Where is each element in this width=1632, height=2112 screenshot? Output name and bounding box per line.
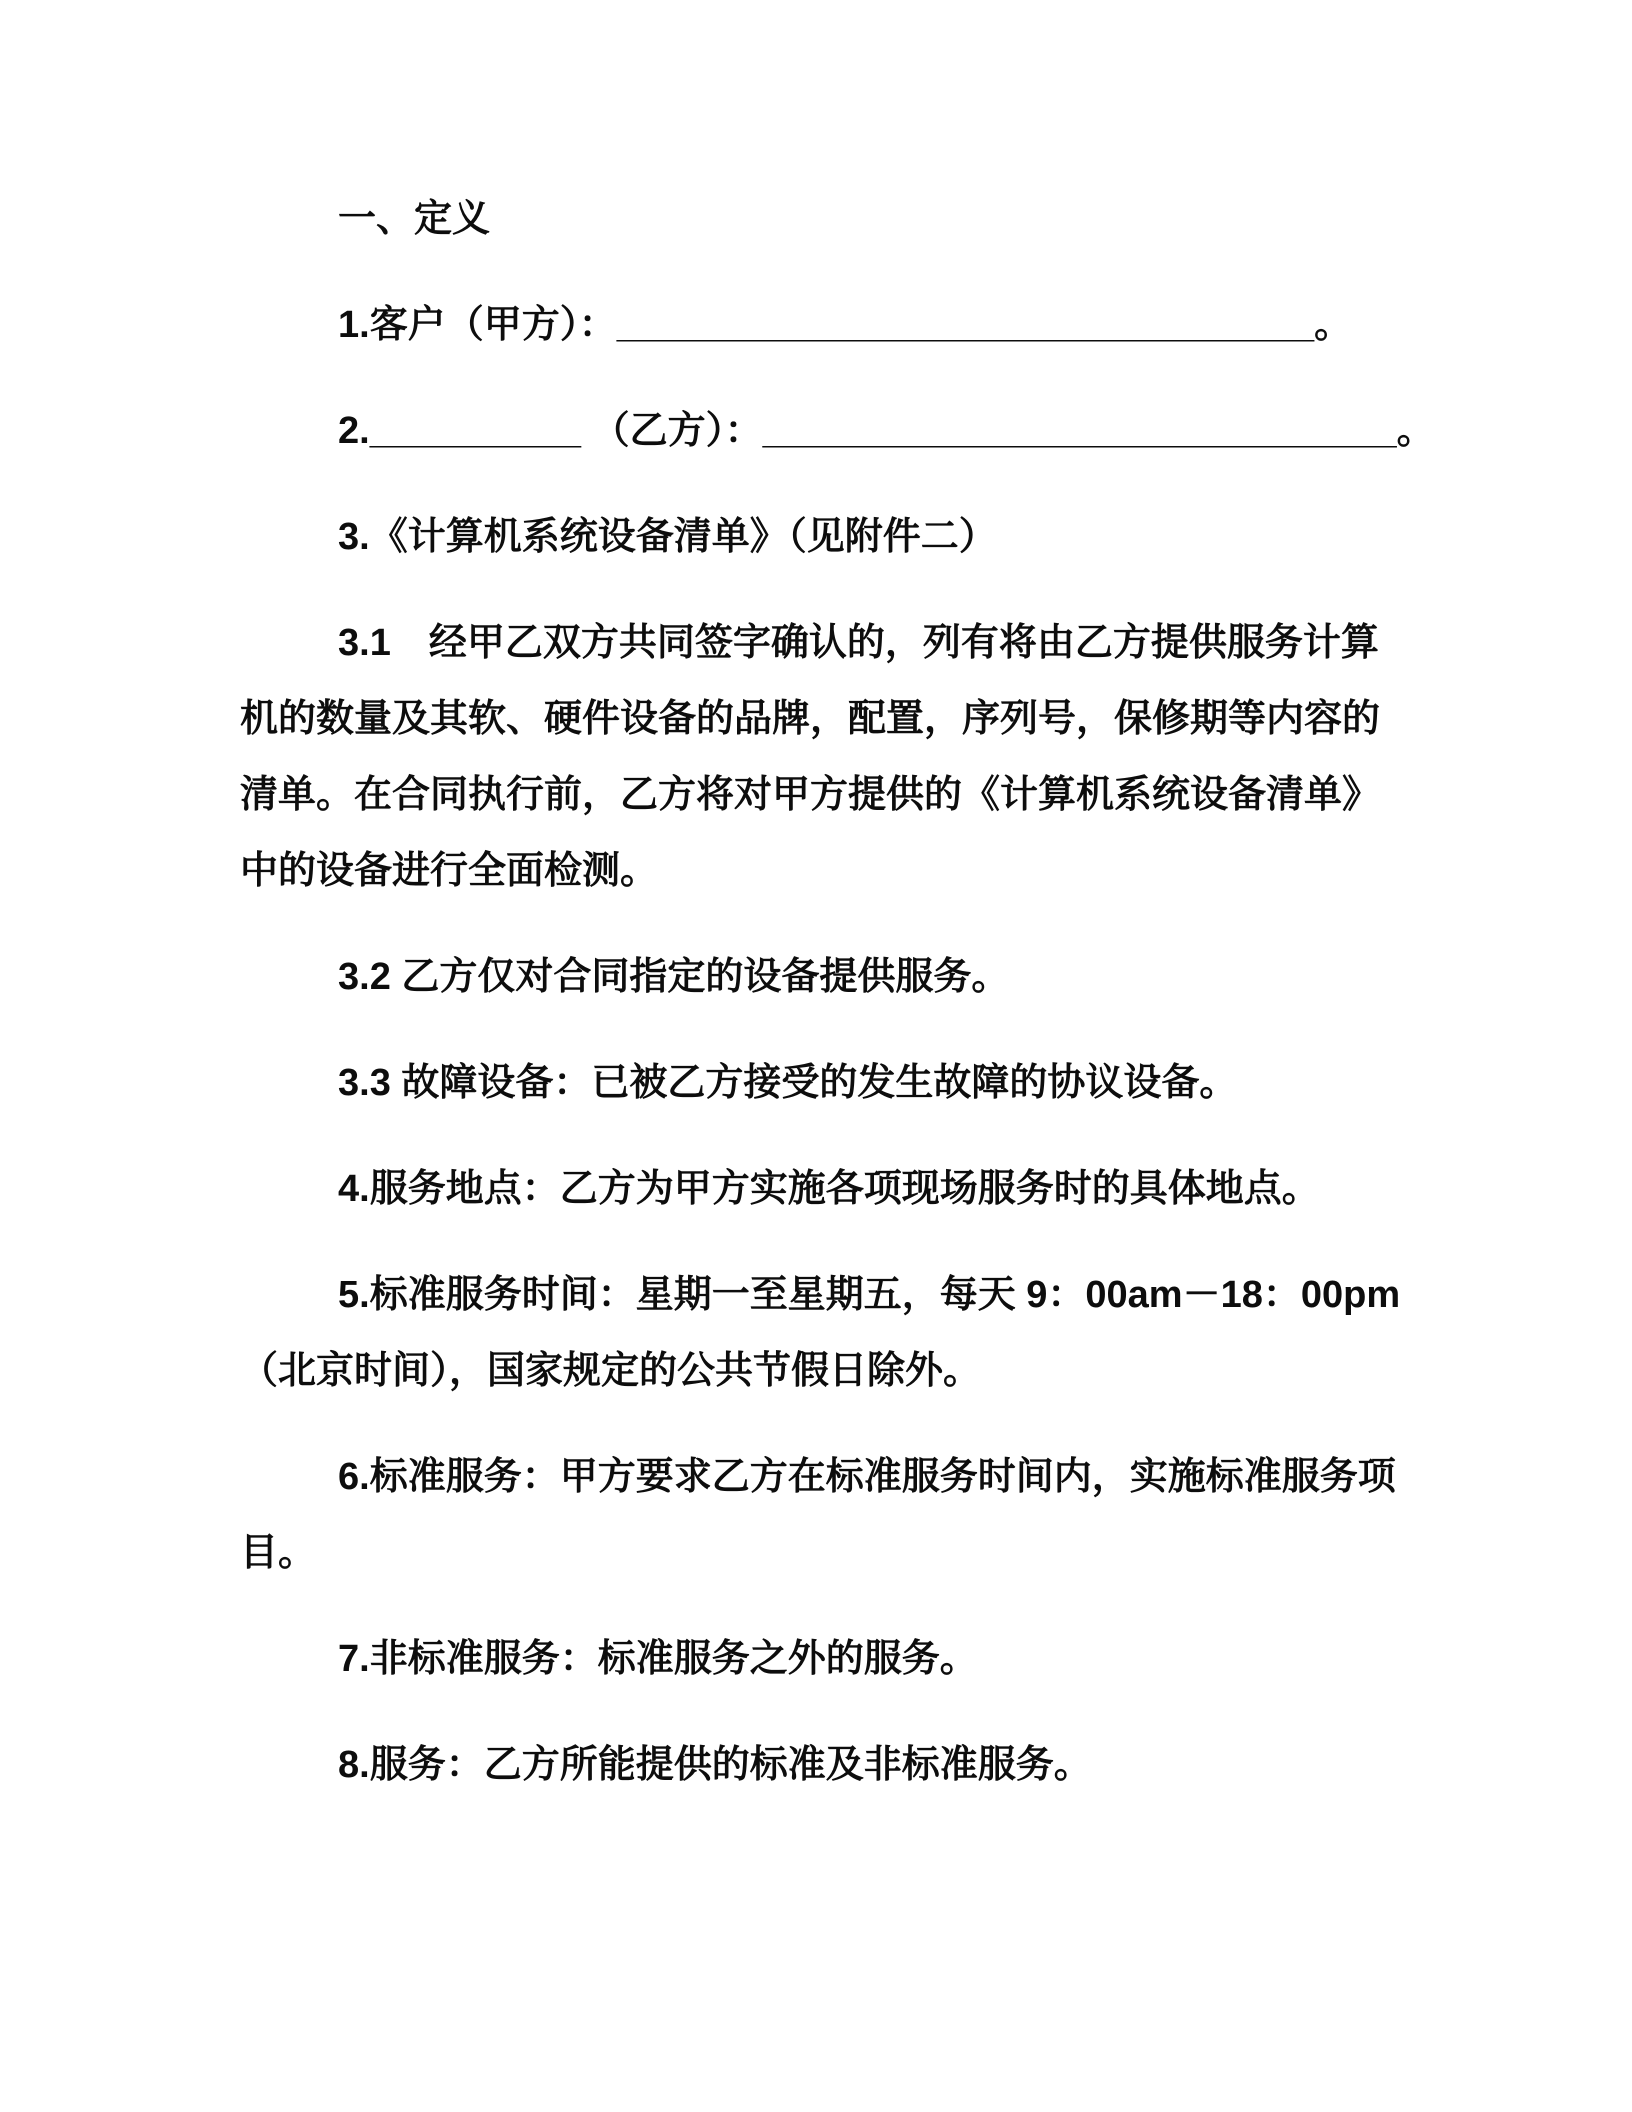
clause-3-1-line-3: 清单。在合同执行前，乙方将对甲方提供的《计算机系统设备清单》: [240, 774, 1381, 816]
clause-7-line: 7.非标准服务：标准服务之外的服务。: [338, 1638, 978, 1680]
clause-3-1-line-1: 3.1 经甲乙双方共同签字确认的，列有将由乙方提供服务计算: [338, 622, 1379, 664]
clause-3-1-line-2: 机的数量及其软、硬件设备的品牌，配置，序列号，保修期等内容的: [240, 698, 1381, 740]
clause-3-title-paragraph: [240, 499, 1410, 575]
clause-6-line-1: 6.标准服务：甲方要求乙方在标准服务时间内，实施标准服务项: [338, 1456, 1396, 1498]
clause-2-period: 。: [1396, 410, 1435, 452]
contract-definitions-page: [240, 181, 1435, 1833]
clause-5-paragraph: [240, 1257, 1410, 1409]
clause-1-paragraph: [240, 287, 1410, 363]
clause-6-line-2: 目。: [240, 1532, 317, 1574]
clause-6-paragraph: [240, 1439, 1410, 1591]
clause-3-2-paragraph: [240, 939, 1410, 1015]
clause-3-3-paragraph: [240, 1045, 1410, 1121]
clause-3-1-line-4: 中的设备进行全面检测。: [240, 850, 659, 892]
clause-4-paragraph: [240, 1151, 1410, 1227]
clause-2-paragraph: [240, 393, 1435, 469]
party-a-name-blank: _________________________________: [616, 304, 1315, 346]
clause-3-2-line: 3.2 乙方仅对合同指定的设备提供服务。: [338, 956, 1010, 998]
clause-8-line: 8.服务：乙方所能提供的标准及非标准服务。: [338, 1744, 1092, 1786]
clause-8-paragraph: [240, 1727, 1410, 1803]
clause-1-period: 。: [1314, 304, 1353, 346]
section-heading: 一、定义: [338, 198, 491, 240]
clause-5-line-2: （北京时间），国家规定的公共节假日除外。: [240, 1350, 982, 1392]
clause-1-label: 1.客户（甲方）：: [338, 304, 617, 346]
clause-7-paragraph: [240, 1621, 1410, 1697]
section-heading-paragraph: [240, 181, 1410, 257]
party-b-company-blank: __________: [369, 410, 582, 452]
clause-3-1-paragraph: [240, 605, 1410, 909]
clause-2-number: 2.: [338, 410, 370, 452]
clause-1-line: [240, 287, 1410, 363]
party-b-name-blank: ______________________________: [762, 410, 1397, 452]
clause-5-line-1: 5.标准服务时间：星期一至星期五，每天 9：00am－18：00pm: [338, 1274, 1401, 1316]
clause-3-title: 3.《计算机系统设备清单》（见附件二）: [338, 516, 997, 558]
clause-3-3-line: 3.3 故障设备：已被乙方接受的发生故障的协议设备。: [338, 1062, 1238, 1104]
clause-2-line: [240, 393, 1435, 469]
clause-2-label: （乙方）：: [581, 410, 763, 452]
clause-4-line: 4.服务地点：乙方为甲方实施各项现场服务时的具体地点。: [338, 1168, 1320, 1210]
